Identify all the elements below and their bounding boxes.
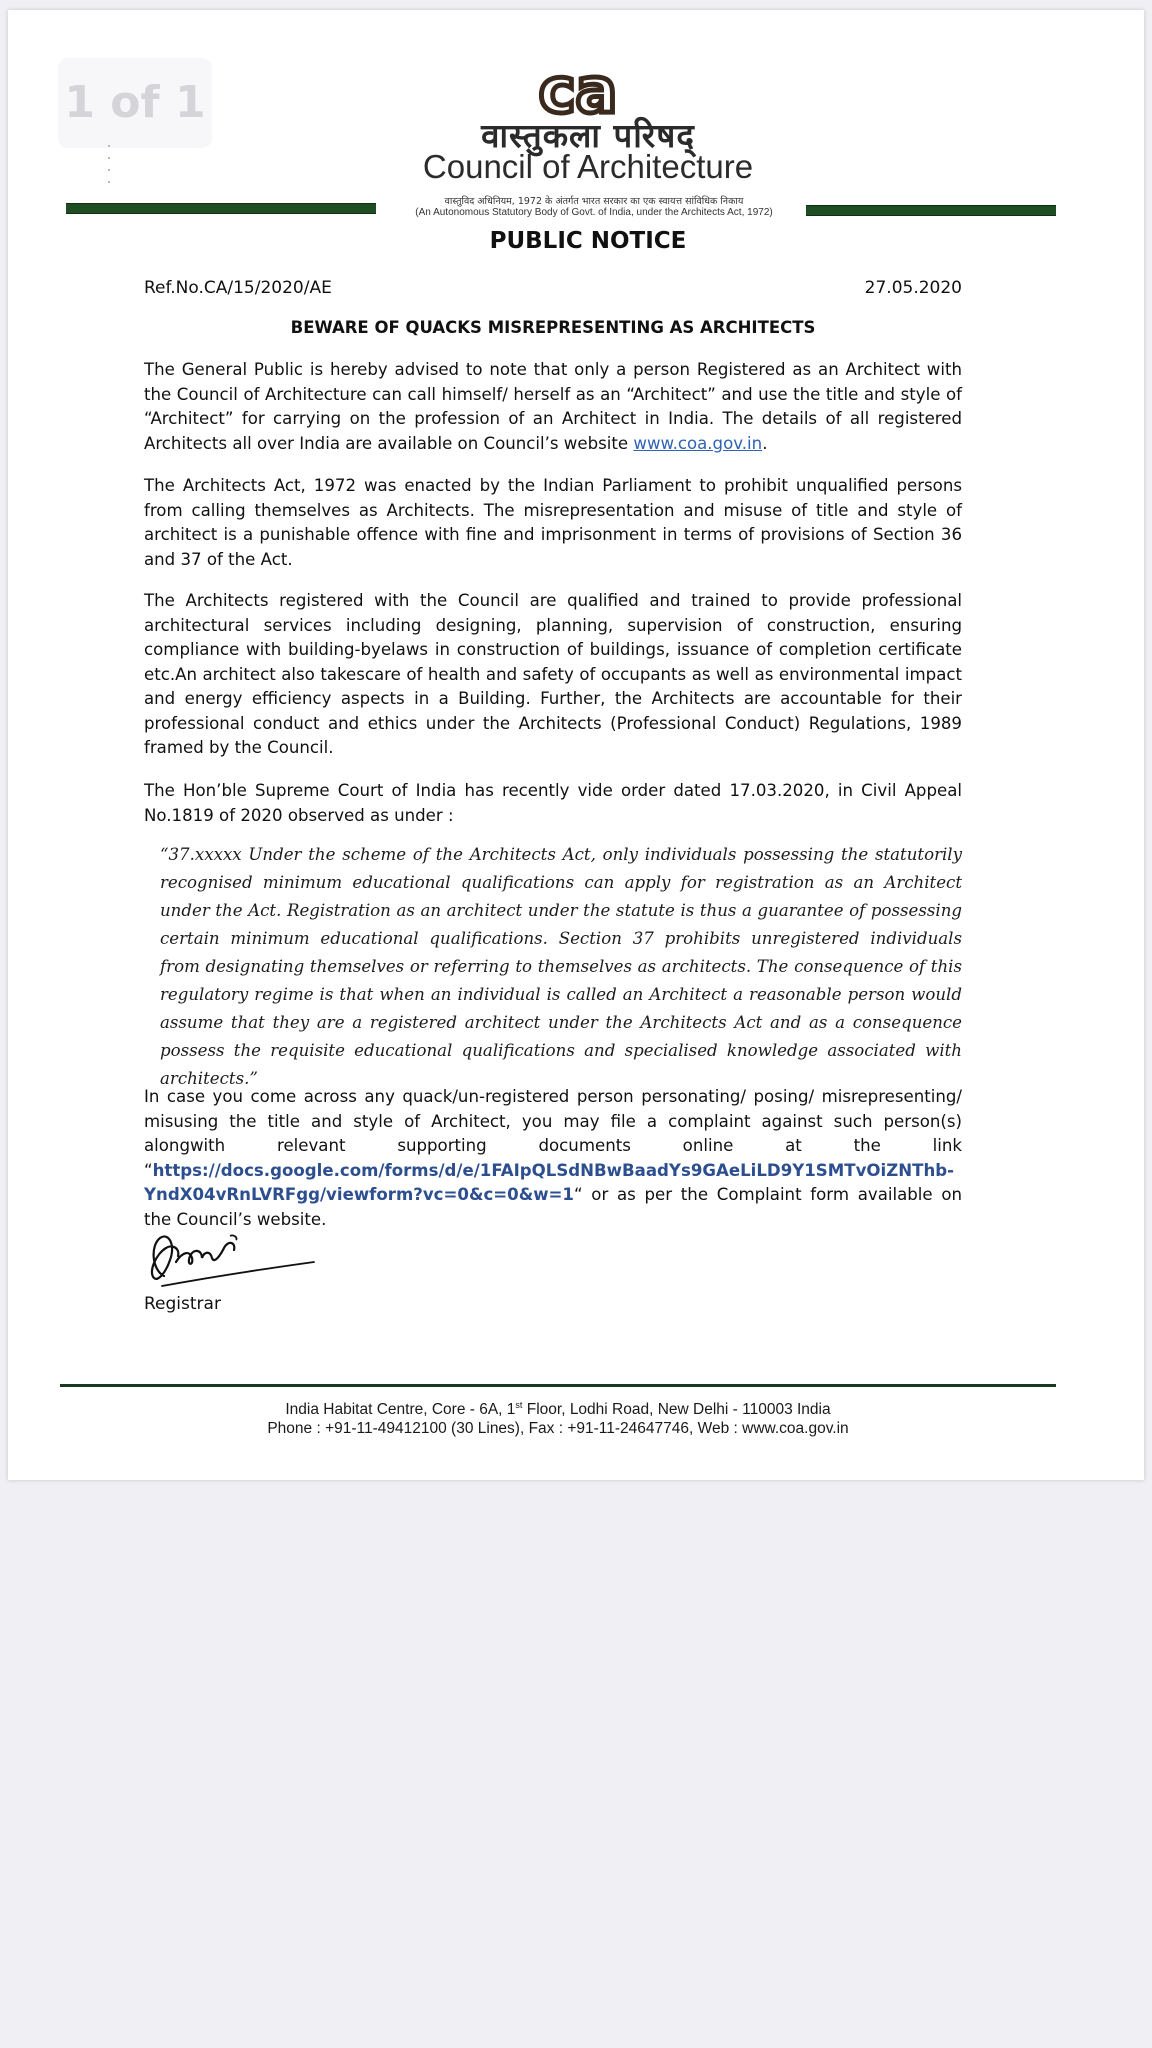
page-indicator: 1 of 1 xyxy=(58,58,212,148)
notice-title: PUBLIC NOTICE xyxy=(489,228,687,254)
footer-address-sup: st xyxy=(515,1400,523,1410)
document-page xyxy=(8,10,1144,1480)
letterhead-rule-left xyxy=(66,203,376,214)
footer-address-part-2: Floor, Lodhi Road, New Delhi - 110003 India xyxy=(522,1401,831,1419)
signatory-title: Registrar xyxy=(144,1294,221,1314)
letterhead-rule-right xyxy=(806,205,1056,216)
tagline-english: (An Autonomous Statutory Body of Govt. of India, under the Architects Act, 1972) xyxy=(415,207,773,218)
paragraph-1-end: . xyxy=(762,433,768,453)
notice-date: 27.05.2020 xyxy=(864,278,962,298)
reference-number: Ref.No.CA/15/2020/AE xyxy=(144,278,332,298)
org-name-hindi: वास्तुकला परिषद् xyxy=(481,116,695,155)
paragraph-1 xyxy=(144,358,962,456)
notice-subject: BEWARE OF QUACKS MISREPRESENTING AS ARCHITECTS xyxy=(290,318,816,337)
complaint-form-link[interactable]: https://docs.google.com/forms/d/e/1FAIpQLSdNBwBaadYs9GAeLiLD9Y1SMTvOiZNThb-YndX04vRnLVRFgg/viewform?vc=0&c=0&w=1 xyxy=(144,1160,955,1204)
registrar-signature xyxy=(146,1226,316,1294)
paragraph-5-end: “ or as per the Complaint form available on the Council’s website. xyxy=(144,1185,962,1229)
paragraph-3: The Architects registered with the Council are qualified and trained to provide professional architectural services including designing, planning, supervision of construction, ensuring compliance with building-byelaws in construction of buildings, issuance of completion certificate etc.An architect also takescare of health and safety of occupants as well as environmental impact and energy efficiency aspects in a Building. Further, the Architects are accountable for their professional conduct and ethics under the Architects (Professional Conduct) Regulations, 1989 framed by the Council. xyxy=(144,591,962,757)
org-name: Council of Architecture xyxy=(422,148,754,185)
court-quote: “37.xxxxx Under the scheme of the Architects Act, only individuals possessing the statutorily recognised minimum educational qualifications can apply for registration as an Architect under the Act. Registration as an architect under the statute is thus a guarantee of possessing certain minimum educational qualifications. Section 37 prohibits unregistered individuals from designating themselves or referring to themselves as architects. The consequence of this regulatory regime is that when an individual is called an Architect a reasonable person would assume that they are a registered architect under the Architects Act and as a consequence possess the requisite educational qualifications and specialised knowledge associated with architects.” xyxy=(160,845,962,1088)
tagline-hindi: वास्तुविद अधिनियम, 1972 के अंतर्गत भारत सरकार का एक स्वायत्त सांविधिक निकाय xyxy=(444,196,744,207)
paragraph-4: The Hon’ble Supreme Court of India has recently vide order dated 17.03.2020, in Civil Appeal No.1819 of 2020 observed as under : xyxy=(144,781,962,825)
footer-contact: Phone : +91-11-49412100 (30 Lines), Fax : +91-11-24647746, Web : www.coa.gov.in xyxy=(267,1420,849,1437)
footer-rule xyxy=(60,1384,1056,1387)
scroll-indicator[interactable] xyxy=(108,145,112,195)
logo-text: ca xyxy=(538,62,618,124)
footer-address-part-1: India Habitat Centre, Core - 6A, 1 xyxy=(285,1401,516,1419)
paragraph-5 xyxy=(144,1085,962,1232)
paragraph-2: The Architects Act, 1972 was enacted by the Indian Parliament to prohibit unqualified persons from calling themselves as Architects. The misrepresentation and misuse of title and style of architect is a punishable offence with fine and imprisonment in terms of provisions of Section 36 and 37 of the Act. xyxy=(144,476,962,569)
paragraph-1-text: The General Public is hereby advised to note that only a person Registered as an Architect with the Council of Architecture can call himself/ herself as an “Architect” and use the title and style of “Architect” for carrying on the profession of an Architect in India. The details of all registered Architects all over India are available on Council’s website xyxy=(144,360,962,453)
coa-website-link[interactable]: www.coa.gov.in xyxy=(633,433,763,453)
footer-address xyxy=(60,1400,1056,1419)
paragraph-5-text: In case you come across any quack/un-registered person personating/ posing/ misrepresenting/ misusing the title and style of Architect, you may file a complaint against such person(s) alongwith relevant supporting documents online at the link “ xyxy=(144,1087,962,1180)
